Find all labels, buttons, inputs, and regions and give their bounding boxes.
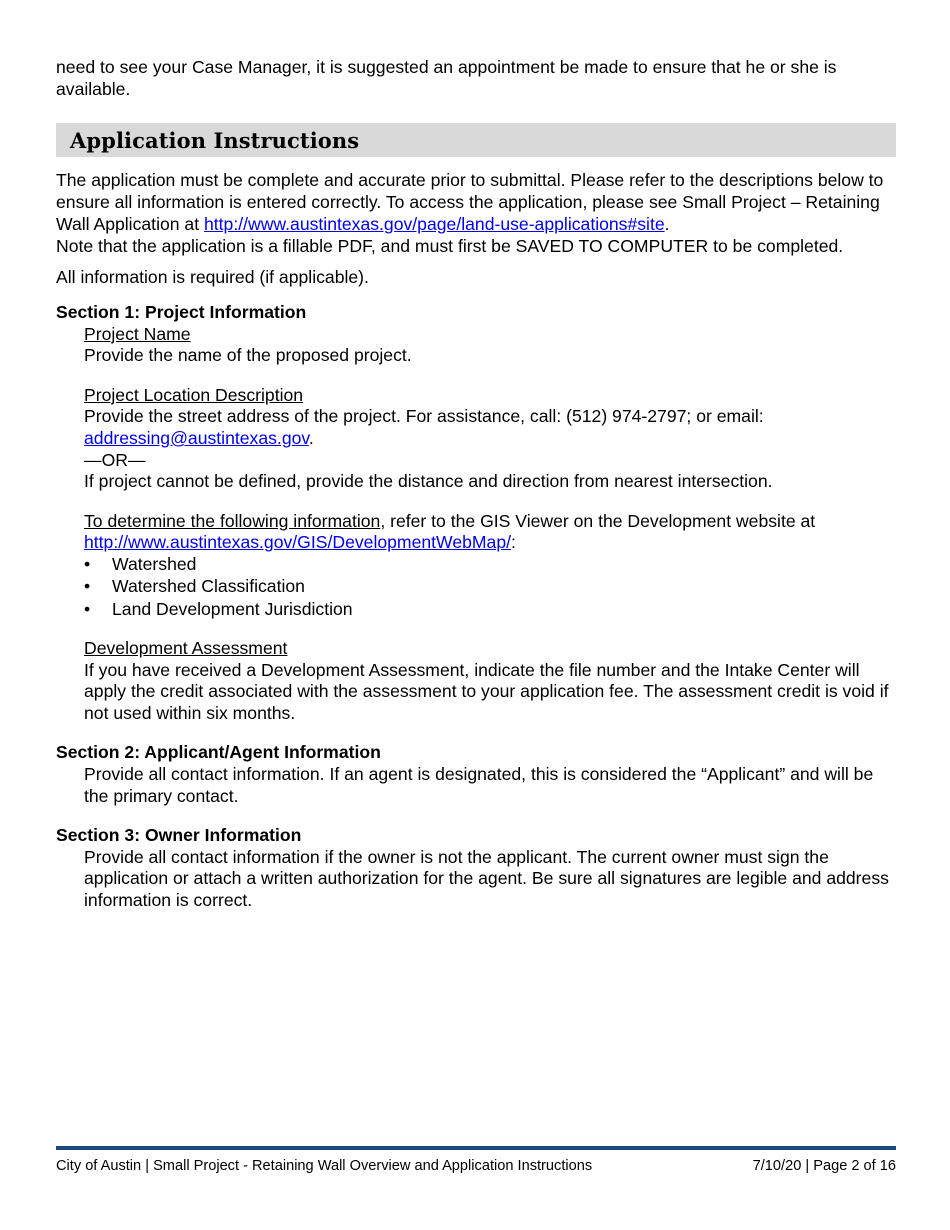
section-2-text: Provide all contact information. If an agent is designated, this is considered the “Applicant” and will be the primary contact. (84, 763, 874, 806)
list-item: • Watershed Classification (84, 576, 305, 597)
footer-left: City of Austin | Small Project - Retaining Wall Overview and Application Instructions (56, 1158, 593, 1174)
section-2-title: Section 2: Applicant/Agent Information (56, 742, 381, 763)
gis-block (84, 511, 896, 621)
gis-bullet-list (84, 554, 896, 620)
section-2 (56, 742, 896, 807)
overview-text: The application must be complete and accurate prior to submittal. Please refer to the descriptions below to ensure all information is entered correctly. To access the application, please see Small Project – Retaining Wall Application at (56, 170, 884, 234)
bullet-icon: • (84, 576, 91, 597)
project-location-block (84, 385, 896, 494)
project-name-text: Provide the name of the proposed project. (84, 345, 412, 366)
land-use-applications-link[interactable]: http://www.austintexas.gov/page/land-use-applications#site (204, 213, 665, 234)
development-assessment-block (84, 638, 896, 725)
or-separator: —OR— (84, 449, 146, 470)
list-item: • Watershed (84, 553, 197, 574)
section-heading-bar (56, 123, 896, 157)
footer-page-info: 7/10/20 | Page 2 of 16 (752, 1158, 896, 1174)
page-heading: Application Instructions (70, 127, 360, 153)
project-location-alt-text: If project cannot be defined, provide the distance and direction from nearest intersection. (84, 471, 773, 492)
development-assessment-text: If you have received a Development Assessment, indicate the file number and the Intake Center will apply the credit associated with the assessment to your application fee. The assessment credit is void if not used within six months. (84, 659, 889, 724)
section-3-text: Provide all contact information if the owner is not the applicant. The current owner must sign the application or attach a written authorization for the agent. Be sure all signatures are legible and address information is correct. (84, 846, 889, 910)
project-name-block (84, 324, 896, 367)
development-assessment-label: Development Assessment (84, 637, 288, 658)
project-name-label: Project Name (84, 323, 191, 344)
project-location-text: Provide the street address of the project. For assistance, call: (512) 974-2797; or email: addressing@austintexas.gov. (84, 406, 764, 448)
gis-text: To determine the following information, refer to the GIS Viewer on the Development website at http://www.austintexas.gov/GIS/DevelopmentWebMap/: (84, 510, 816, 553)
document-page (56, 57, 896, 912)
bullet-icon: • (84, 598, 91, 619)
section-1-title: Section 1: Project Information (56, 301, 307, 322)
gis-viewer-link[interactable]: http://www.austintexas.gov/GIS/DevelopmentWebMap/ (84, 532, 512, 553)
overview-note: Note that the application is a fillable PDF, and must first be SAVED TO COMPUTER to be completed. (56, 235, 844, 256)
section-3 (56, 825, 896, 912)
section-3-title: Section 3: Owner Information (56, 824, 302, 845)
intro-continued-text: need to see your Case Manager, it is suggested an appointment be made to ensure that he or she is available. (56, 57, 837, 99)
page-footer (56, 1146, 896, 1175)
project-location-label: Project Location Description (84, 384, 304, 405)
addressing-email-link[interactable]: addressing@austintexas.gov (84, 427, 309, 448)
list-item: • Land Development Jurisdiction (84, 598, 353, 619)
required-note: All information is required (if applicable). (56, 267, 369, 288)
overview-paragraph: The application must be complete and accurate prior to submittal. Please refer to the descriptions below to ensure all information is entered correctly. To access the application, please see Small Project – Retaining Wall Application at http://www.austintexas.gov/page/land-use-applications#site. Note that the application is a fillable PDF, and must first be SAVED TO COMPUTER to be completed. (56, 170, 884, 256)
footer-rule (56, 1146, 896, 1150)
bullet-icon: • (84, 553, 91, 574)
section-1 (56, 302, 896, 725)
gis-label: To determine the following information (84, 510, 381, 531)
